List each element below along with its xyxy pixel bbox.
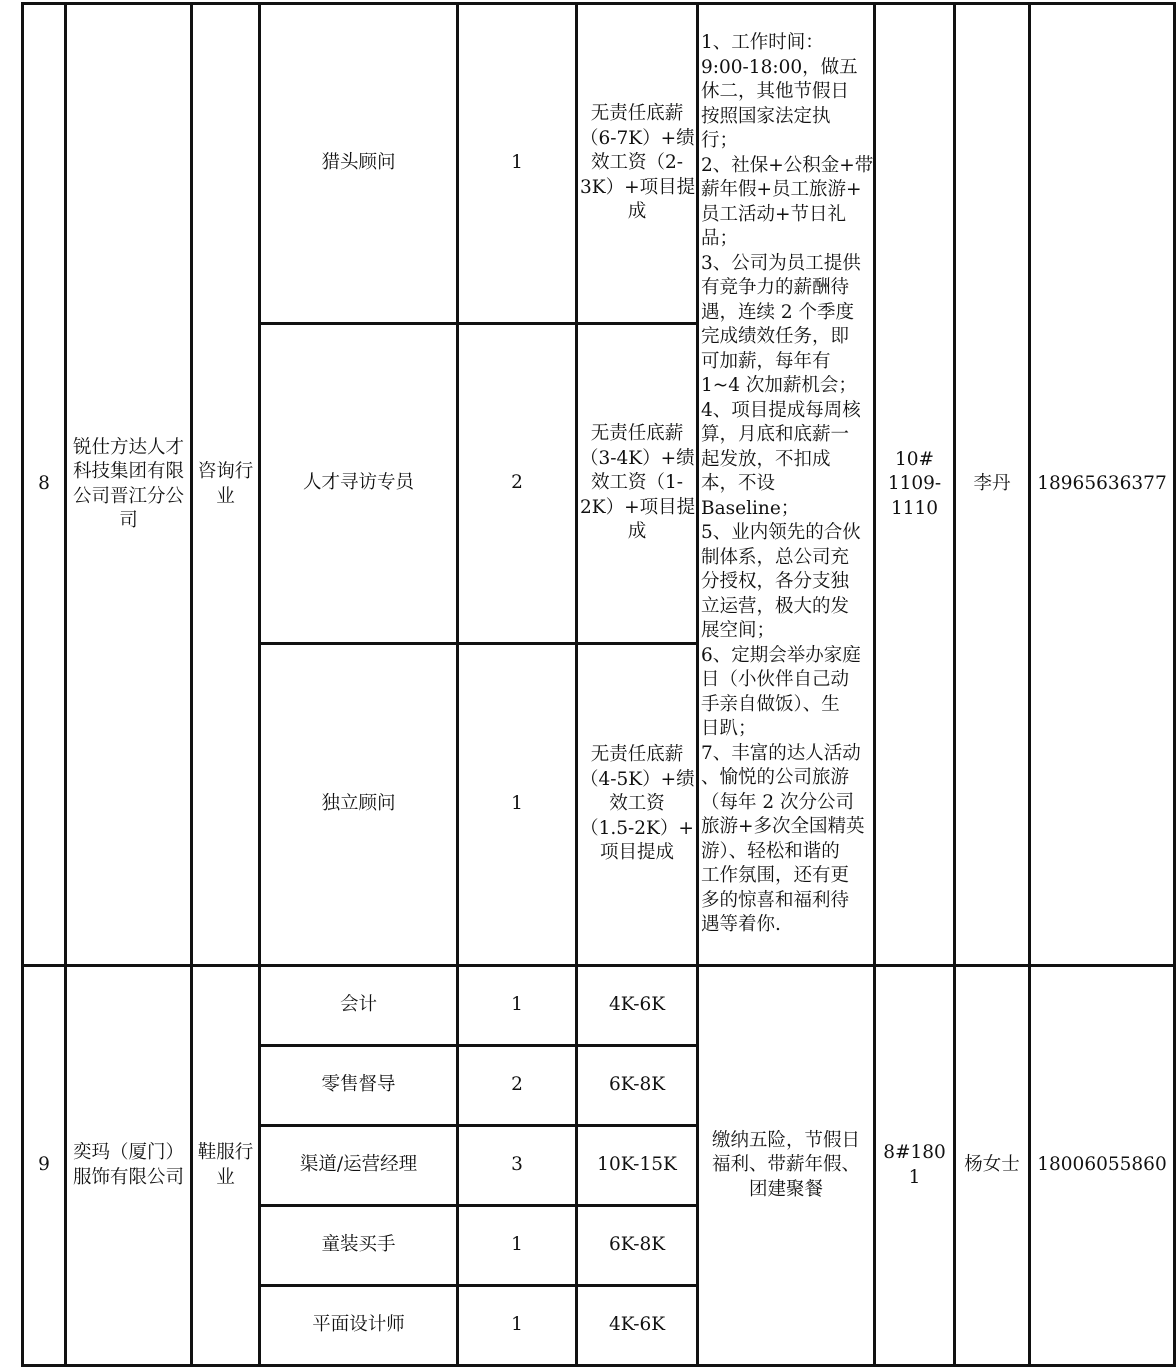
table-row xyxy=(23,966,1175,1046)
position-title: 渠道/运营经理 xyxy=(260,1126,458,1206)
position-salary: 无责任底薪 （4-5K）+绩 效工资 （1.5-2K）+ 项目提成 xyxy=(577,644,698,966)
position-count: 1 xyxy=(458,1206,577,1286)
position-salary: 6K-8K xyxy=(577,1206,698,1286)
position-title: 人才寻访专员 xyxy=(260,324,458,644)
table-row xyxy=(23,4,1175,324)
position-salary: 10K-15K xyxy=(577,1126,698,1206)
position-salary: 4K-6K xyxy=(577,966,698,1046)
contact-person: 李丹 xyxy=(955,4,1030,966)
contact-person: 杨女士 xyxy=(955,966,1030,1366)
position-count: 3 xyxy=(458,1126,577,1206)
position-count: 2 xyxy=(458,324,577,644)
company-name: 锐仕方达人才科技集团有限公司晋江分公司 xyxy=(66,4,192,966)
position-count: 1 xyxy=(458,4,577,324)
position-salary: 无责任底薪 （6-7K）+绩 效工资（2- 3K）+项目提 成 xyxy=(577,4,698,324)
company-number: 9 xyxy=(23,966,66,1366)
position-title: 童装买手 xyxy=(260,1206,458,1286)
company-number: 8 xyxy=(23,4,66,966)
position-count: 2 xyxy=(458,1046,577,1126)
position-salary: 无责任底薪 （3-4K）+绩 效工资（1- 2K）+项目提 成 xyxy=(577,324,698,644)
contact-phone: 18965636377 xyxy=(1030,4,1175,966)
welfare-benefits: 1、工作时间： 9:00-18:00，做五 休二，其他节假日 按照国家法定执 行； 2、社保+公积金+带 薪年假+员工旅游+ 员工活动+节日礼 品； 3、公司为员工提供 有竞争力的薪酬待 遇，连续 2 个季度 完成绩效任务，即 可加薪，每年有 1~4 次加薪机会； 4、项目提成每周核 算，月底和底薪一 起发放，不扣成 本，不设 Baseline； 5、业内领先的合伙 制体系，总公司充 分授权，各分支独 立运营，极大的发 展空间； 6、定期会举办家庭 日（小伙伴自己动 手亲自做饭）、生 日趴； 7、丰富的达人活动 、愉悦的公司旅游 （每年 2 次分公司 旅游+多次全国精英 游）、轻松和谐的 工作氛围，还有更 多的惊喜和福利待 遇等着你. xyxy=(698,4,875,966)
position-salary: 6K-8K xyxy=(577,1046,698,1126)
industry: 鞋服行业 xyxy=(192,966,260,1366)
position-salary: 4K-6K xyxy=(577,1286,698,1366)
contact-phone: 18006055860 xyxy=(1030,966,1175,1366)
position-title: 会计 xyxy=(260,966,458,1046)
position-title: 平面设计师 xyxy=(260,1286,458,1366)
welfare-benefits: 缴纳五险，节假日福利、带薪年假、团建聚餐 xyxy=(698,966,875,1366)
company-name: 奕玛（厦门）服饰有限公司 xyxy=(66,966,192,1366)
position-title: 独立顾问 xyxy=(260,644,458,966)
position-count: 1 xyxy=(458,644,577,966)
industry: 咨询行业 xyxy=(192,4,260,966)
booth-number: 10# 1109- 1110 xyxy=(875,4,955,966)
position-count: 1 xyxy=(458,966,577,1046)
booth-number: 8#1801 xyxy=(875,966,955,1366)
position-count: 1 xyxy=(458,1286,577,1366)
position-title: 零售督导 xyxy=(260,1046,458,1126)
position-title: 猎头顾问 xyxy=(260,4,458,324)
job-fair-table xyxy=(21,2,1176,1367)
